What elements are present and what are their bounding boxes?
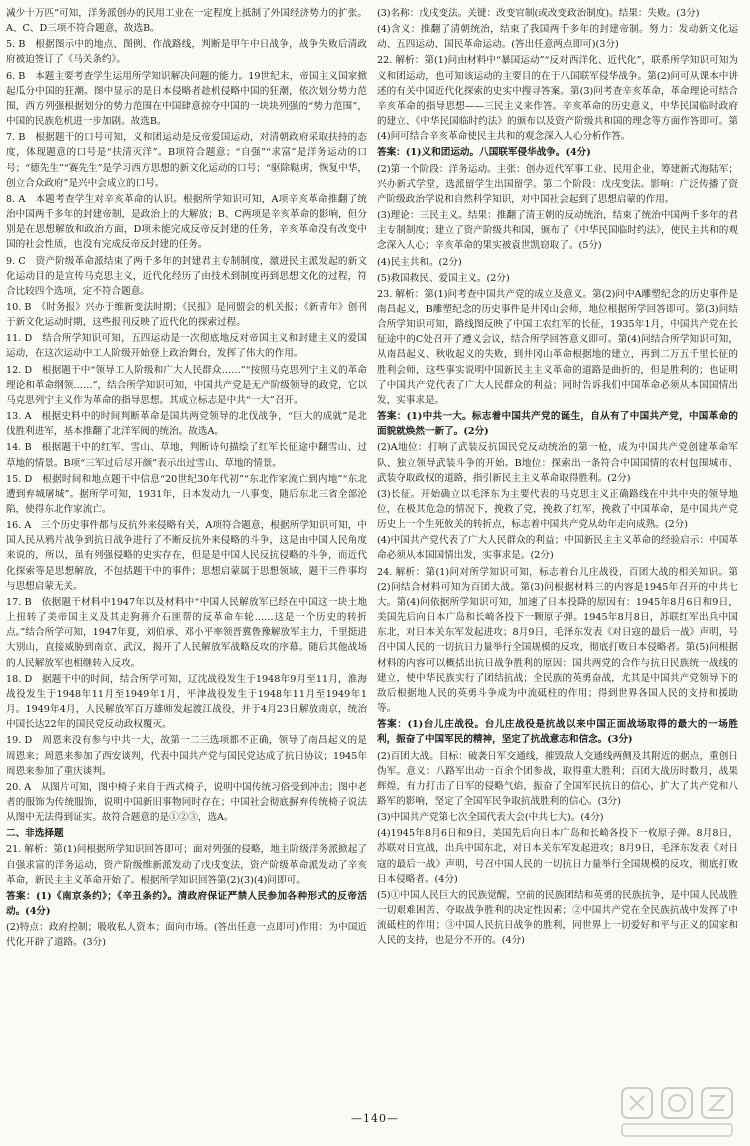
left-paragraph: 二、非选择题 — [6, 828, 64, 840]
left-paragraph: 20. A 从图片可知，图中椅子来自于西式椅子，说明中国传统习俗受到冲击；图中老者的服饰为传统服饰，说明中国新旧事物同时存在；中国社会彻底摒弃传统椅子说法从图中无法得到证实。故符合题意的是①②③，选A。 — [6, 781, 367, 824]
left-paragraph: 10. B 《时务报》兴办于维新变法时期；《民报》是同盟会的机关报；《新青年》创刊于新文化运动时期，这些报刊反映了近代化的探索过程。 — [6, 301, 367, 329]
right-paragraph: 答案：(1)台儿庄战役。台儿庄战役是抗战以来中国正面战场取得的最大的一场胜利，振奋了中国军民的精神，坚定了抗战意志和信念。(3分) — [377, 719, 738, 746]
right-paragraph: (3)理论：三民主义。结果：推翻了清王朝的反动统治，结束了统治中国两千多年的君主专制制度；建立了资产阶级共和国，颁布了《中华民国临时约法》，使民主共和的观念深入人心；辛亥革命的果实被袁世凯窃取了。(5分) — [377, 210, 738, 252]
left-column — [6, 6, 367, 1106]
left-paragraph: 5. B 根据图示中的地点、图例、作战路线，判断是甲午中日战争，战争失败后清政府被迫签订了《马关条约》。 — [6, 39, 367, 66]
two-column-body — [6, 6, 742, 1106]
left-paragraph: 9. C 资产阶级革命派结束了两千多年的封建君主专制制度，激进民主派发起的新文化运动目的是宣传马克思主义，近代化经历了由技术到制度再到思想文化的过程，符合比较四个选项，定不符合题意。 — [6, 255, 367, 297]
right-paragraph: 24. 解析：第(1)问对所学知识可知，标志着台儿庄战役，百团大战的相关知识。第(2)问结合材料可知为百团大战。第(3)问根据材料三的内容是1945年召开的中共七大。第(4)问依据所学知识可知，加速了日本投降的原因有：1945年8月6日和9日，美国先后向日本广岛和长崎各投下一颗原子弹。1945年8月8日，苏联红军出兵中国东北，对日本关东军发起进攻；8月9日，毛泽东发表《对日寇的最后一战》声明，号召中国人民的一切抗日力量举行全国规模的反攻，彻底打败日本侵略者。第(5)问根据材料的内容可以概括出抗日战争胜利的原因：国共两党的合作与抗日民族统一战线的建立，使中华民族实行了团结抗战；全民族的英勇奋战，尤其是中国共产党领导下的敌后根据地人民的英勇斗争成为中流砥柱的作用；得到世界各国人民的支持和援助等。 — [377, 566, 738, 715]
right-paragraph: (4)民主共和。(2分) — [377, 256, 462, 268]
right-paragraph: (2)A地位：打响了武装反抗国民党反动统治的第一枪，成为中国共产党创建革命军队、独立领导武装斗争的开始。B地位：探索出一条符合中国国情的农村包围城市、武装夺取政权的道路，指引新民主主义革命取得胜利。(2分) — [377, 442, 738, 484]
left-paragraph: 17. B 依据题干材料中1947年以及材料中“中国人民解放军已经在中国这一块土地上扭转了美帝国主义及其走狗蒋介石匪帮的反革命车轮……这是一个历史的转折点。”结合所学可知，1947年夏，刘伯承、邓小平率领晋冀鲁豫解放军主力，千里挺进大别山，直接威胁到南京、武汉，揭开了人民解放军战略反攻的序幕。随后其他战场的人民解放军也相继转入反攻。 — [6, 596, 367, 669]
left-paragraph: 12. D 根据题干中“领导工人阶级和广大人民群众……”“按照马克思列宁主义的革命理论和革命纲领……”，结合所学知识可知，中国共产党是无产阶级领导的政党，它以马克思列宁主义作为革命的指导思想。其成立标志是中共“一大”召开。 — [6, 364, 367, 406]
watermark-logo-icon — [618, 1082, 740, 1140]
right-paragraph: (5)救国救民、爱国主义。(2分) — [377, 272, 510, 284]
right-paragraph: (5)①中国人民巨大的民族觉醒，空前的民族团结和英勇的民族抗争，是中国人民战胜一切艰难困苦、夺取战争胜利的决定性因素；②中国共产党在全民族抗战中发挥了中流砥柱的作用；③中国人民抗日战争的胜利，同世界上一切爱好和平与正义的国家和人民的支持，也是分不开的。(4分) — [377, 889, 738, 947]
right-paragraph: 答案：(1)中共一大。标志着中国共产党的诞生，自从有了中国共产党，中国革命的面貌就焕然一新了。(2分) — [377, 411, 738, 438]
page-number: —140— — [351, 1112, 399, 1125]
right-paragraph: (4)含义：推翻了清朝统治，结束了我国两千多年的封建帝制。努力：发动新文化运动、五四运动、国民革命运动。(答出任意两点即可)(3分) — [377, 24, 738, 51]
right-paragraph: (3)长征。开始确立以毛泽东为主要代表的马克思主义正确路线在中共中央的领导地位，在极其危急的情况下，挽救了党，挽救了红军，挽救了中国革命，是中国共产党历史上一个生死攸关的转折点，标志着中国共产党从幼年走向成熟。(2分) — [377, 488, 738, 531]
left-paragraph: (2)特点：政府控制；吸收私人资本；面向市场。(答出任意一点即可)作用：为中国近代化开辟了道路。(3分) — [6, 922, 367, 949]
right-paragraph: (2)百团大战。目标：破袭日军交通线，摧毁敌人交通线两侧及其附近的据点，重创日伪军。意义：八路军出动一百余个团参战，取得重大胜利；百团大战历时数月，战果辉煌，有力打击了日军的侵略气焰，振奋了全国军民抗日的信心，扩大了共产党和八路军的影响，坚定了全国军民争取抗战胜利的信心。(3分) — [377, 750, 738, 807]
left-paragraph: 6. B 本题主要考查学生运用所学知识解决问题的能力。19世纪末，帝国主义国家掀起瓜分中国的狂潮。图中显示的是日本侵略者趁机侵略中国的狂潮，依次划分势力范围，西方列强根据划分的势力范围在中国肆意掠夺中国的一块块列强的“势力范围”，中国的民族危机进一步加剧。故选B。 — [6, 70, 367, 128]
right-paragraph: 答案：(1)义和团运动。八国联军侵华战争。(4分) — [377, 147, 591, 159]
right-paragraph: (4)1945年8月6日和9日，美国先后向日本广岛和长崎各投下一枚原子弹。8月8日，苏联对日宣战，出兵中国东北，对日本关东军发起进攻；8月9日，毛泽东发表《对日寇的最后一战》声明，号召中国人民的一切抗日力量举行全国规模的反攻，彻底打败日本侵略者。(4分) — [377, 828, 738, 885]
left-paragraph: 19. D 周恩来没有参与中共一大，故第一二三选项都不正确，领导了南昌起义的是周恩来；周恩来参加了西安谈判，代表中国共产党与国民党达成了抗日协议；1945年周恩来参加了重庆谈判。 — [6, 735, 367, 777]
left-paragraph: 15. D 根据时间和地点题干中信息“20世纪30年代初”“东北作家流亡到内地”“东北遭到弃城屠城”。据所学可知，1931年，日本发动九一八事变，随后东北三省全部沦陷，使得东北作家流亡。 — [6, 473, 367, 515]
right-paragraph: 22. 解析：第(1)问由材料中“暴国运动”“反对西洋化、近代化”，联系所学知识可知为义和团运动，也可知该运动的主要目的在于八国联军侵华战争。第(2)问可从课本中讲述的有关中国近代化探索的史实中搜寻答案。第(3)问考查辛亥革命，革命理论可结合辛亥革命的指导思想——三民主义来作答。辛亥革命的历史意义，中华民国临时政府的建立、《中华民国临时约法》的颁布以及资产阶级共和国的理念等方面作答即可。第(4)问可结合辛亥革命使民主共和的观念深入人心分析作答。 — [377, 55, 738, 143]
left-paragraph: 7. B 根据题干的口号可知，义和团运动是反帝爱国运动，对清朝政府采取扶持的态度，体现题意的口号是“扶清灭洋”。B项符合题意；“自强”“求富”是洋务运动的口号；“德先生”“赛先生”是学习西方思想的新文化运动的口号；“驱除鞑虏，恢复中华，创立合众政府”是兴中会成立的口号。 — [6, 132, 367, 189]
left-paragraph: 21. 解析：第(1)问根据所学知识回答即可；面对列强的侵略，地主阶级洋务派掀起了自强求富的洋务运动，资产阶级维新派发动了戊戌变法，资产阶级革命派发动了辛亥革命，新民主主义革命开始了。根据所学知识回答第(2)(3)(4)问即可。 — [6, 844, 367, 886]
left-paragraph: 8. A 本题考查学生对辛亥革命的认识。根据所学知识可知，A项辛亥革命推翻了统治中国两千多年的封建帝制，是政治上的大解放；B、C两项是辛亥革命的影响，但分别是在思想解放和政治方面，D项未能完成反帝反封建的任务，辛亥革命没有改变中国的社会性质，也没有完成反帝反封建的任务。 — [6, 193, 367, 251]
right-paragraph: (3)名称：戊戌变法。关键：改变官制(或改变政治制度)。结果：失败。(3分) — [377, 8, 700, 19]
left-paragraph: 16. A 三个历史事件都与反抗外来侵略有关，A项符合题意，根据所学知识可知，中国人民从鸦片战争到抗日战争进行了不断反抗外来侵略的斗争，这是由中国人民角度来说的，所以，虽有列强侵略的史实存在，但是是中国人民反抗侵略的斗争，而近代化探索等是思想解放，不包括题干中的事件；思想启蒙属于思想领域，题干三件事均与思想启蒙无关。 — [6, 520, 367, 592]
left-paragraph: 答案：(1)《南京条约》；《辛丑条约》。清政府保证严禁人民参加各种形式的反帝活动。(4分) — [6, 890, 367, 918]
right-paragraph: 23. 解析：第(1)问考查中国共产党的成立及意义。第(2)问中A雕塑纪念的历史事件是南昌起义，B雕塑纪念的历史事件是井冈山会师，地位根据所学回答即可。第(3)问结合所学知识可知，路线图反映了中国工农红军的长征，1935年1月，中国共产党在长征途中的C处召开了遵义会议，结合所学回答意义即可。第(4)问结合所学知识可知，从南昌起义、秋收起义的失败，到井冈山革命根据地的建立，再到二万五千里长征的胜利会师，这些事实说明中国新民主主义革命的道路是曲折的，但是胜利的；也证明了中国共产党代表了广大人民群众的利益；同时告诉我们中国革命必须从本国国情出发，实事求是。 — [377, 288, 738, 406]
watermark-logo — [618, 1082, 740, 1140]
right-paragraph: (2)第一个阶段：洋务运动。主张：创办近代军事工业、民用企业，筹建新式海陆军；兴办新式学堂，选派留学生出国留学。第二个阶段：戊戌变法。影响：广泛传播了资产阶级政治学说和自然科学知识，对中国社会起到了思想启蒙的作用。 — [377, 163, 738, 205]
left-paragraph: 14. B 根据题干中的红军、雪山、草地，判断诗句描绘了红军长征途中翻雪山、过草地的情景。B项“三军过后尽开颜”表示出过雪山、草地的情景。 — [6, 442, 367, 469]
left-paragraph: 13. A 根据史料中的时间判断革命是国共两党领导的北伐战争，“巨大的成就”是北伐胜利进军，基本推翻了北洋军阀的统治。故选A。 — [6, 411, 367, 438]
left-paragraph: 减少十万匹”可知，洋务派创办的民用工业在一定程度上抵制了外国经济势力的扩张。A、C、D三项不符合题意，故选B。 — [6, 8, 367, 35]
left-paragraph: 11. D 结合所学知识可知，五四运动是一次彻底地反对帝国主义和封建主义的爱国运动，在这次运动中工人阶级开始登上政治舞台，发挥了伟大的作用。 — [6, 333, 367, 360]
right-paragraph: (3)中国共产党第七次全国代表大会(中共七大)。(4分) — [377, 812, 604, 824]
left-paragraph: 18. D 据题干中的时间，结合所学可知，辽沈战役发生于1948年9月至11月，淮海战役发生于1948年11月至1949年1月，平津战役发生于1948年11月至1949年1月。1949年4月，人民解放军百万雄师发起渡江战役，并于4月23日解放南京，统治中国长达22年的国民党反动政权覆灭。 — [6, 673, 367, 731]
right-paragraph: (4)中国共产党代表了广大人民群众的利益；中国新民主主义革命的经验启示：中国革命必须从本国国情出发，实事求是。(2分) — [377, 535, 738, 562]
right-column — [377, 6, 738, 1106]
